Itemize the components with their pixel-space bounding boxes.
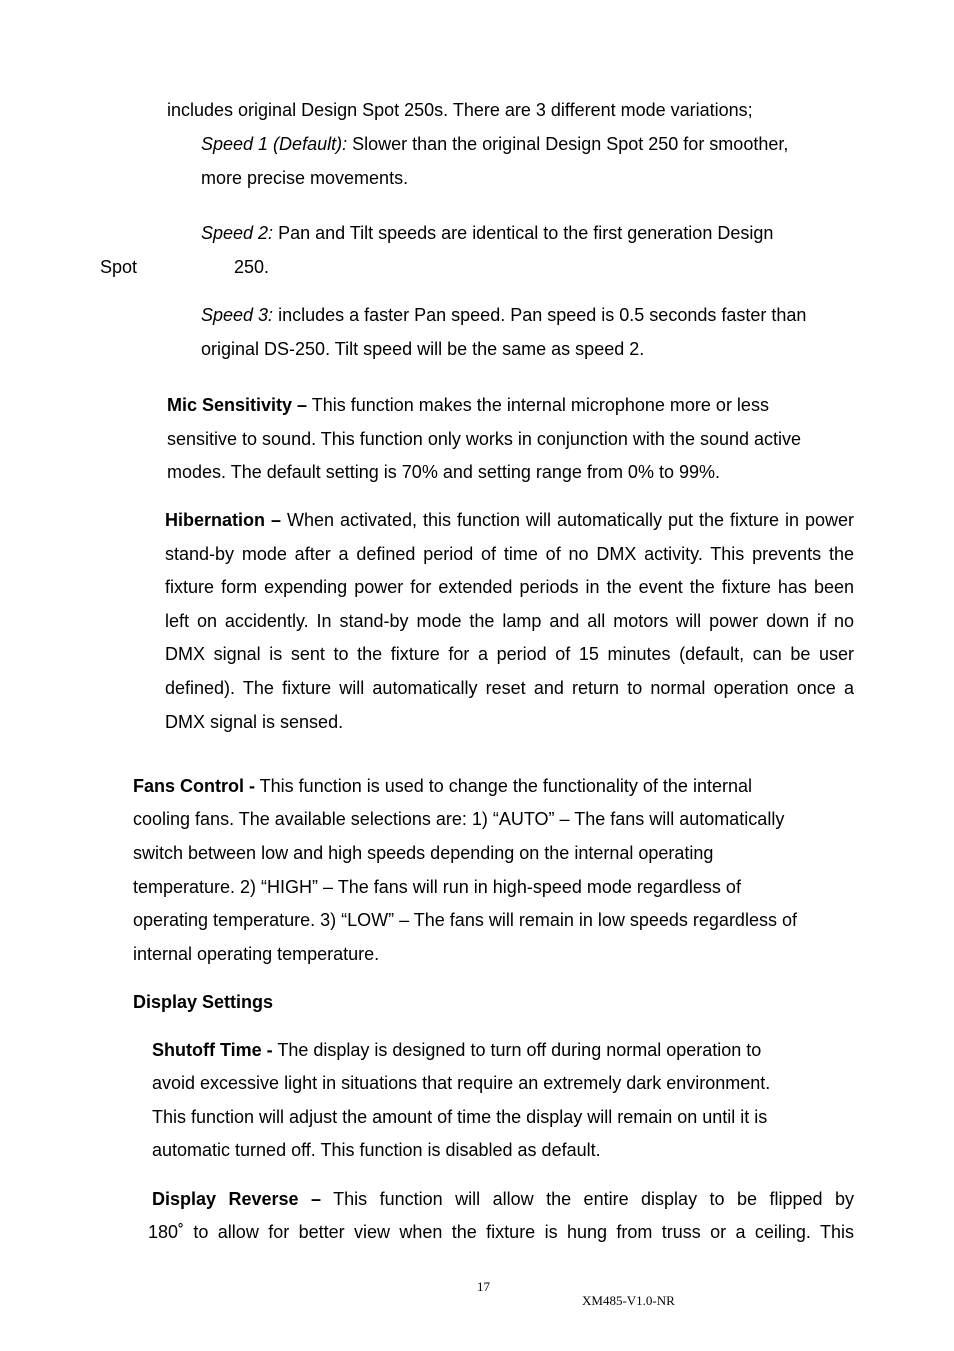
speed1-line-2: more precise movements. bbox=[201, 168, 409, 188]
intro-line: includes original Design Spot 250s. There are 3 different mode variations; bbox=[167, 100, 753, 120]
shutoff-text-1: The display is designed to turn off during normal operation to bbox=[272, 1040, 762, 1060]
fans-line-2: cooling fans. The available selections are: 1) “AUTO” – The fans will automatically bbox=[133, 809, 785, 829]
display-settings-heading: Display Settings bbox=[133, 992, 274, 1012]
speed2-text-1: Pan and Tilt speeds are identical to the first generation Design bbox=[273, 223, 774, 243]
speed1-label: Speed 1 (Default): bbox=[201, 134, 348, 154]
shutoff-line-3: This function will adjust the amount of time the display will remain on until it is bbox=[152, 1107, 768, 1127]
page-number: 17 bbox=[477, 1279, 490, 1294]
mic-line-1 bbox=[167, 394, 769, 416]
fans-line-3: switch between low and high speeds depending on the internal operating bbox=[133, 843, 714, 863]
shutoff-line-2: avoid excessive light in situations that require an extremely dark environment. bbox=[152, 1073, 771, 1093]
hibernation-paragraph bbox=[165, 504, 854, 739]
reverse-text-1: This function will allow the entire display to be flipped by bbox=[321, 1189, 854, 1209]
speed3-line-1 bbox=[201, 304, 806, 326]
reverse-line-2: 180˚ to allow for better view when the fixture is hung from truss or a ceiling. This bbox=[148, 1222, 854, 1242]
speed2-line-1 bbox=[201, 222, 773, 244]
hibernation-label: Hibernation – bbox=[165, 510, 281, 530]
mic-text-1: This function makes the internal microphone more or less bbox=[307, 395, 769, 415]
document-code: XM485-V1.0-NR bbox=[582, 1293, 675, 1308]
reverse-line-1 bbox=[152, 1188, 854, 1210]
shutoff-label: Shutoff Time - bbox=[152, 1040, 273, 1060]
mic-line-3: modes. The default setting is 70% and setting range from 0% to 99%. bbox=[167, 462, 720, 482]
fans-line-5: operating temperature. 3) “LOW” – The fans will remain in low speeds regardless of bbox=[133, 910, 797, 930]
shutoff-line-1 bbox=[152, 1039, 761, 1061]
mic-line-2: sensitive to sound. This function only works in conjunction with the sound active bbox=[167, 429, 802, 449]
speed1-line-1 bbox=[201, 133, 788, 155]
speed1-text-1: Slower than the original Design Spot 250 for smoother, bbox=[347, 134, 789, 154]
fans-line-6: internal operating temperature. bbox=[133, 944, 380, 964]
fans-line-1 bbox=[133, 775, 752, 797]
speed3-text-1: includes a faster Pan speed. Pan speed is 0.5 seconds faster than bbox=[273, 305, 807, 325]
speed3-label: Speed 3: bbox=[201, 305, 274, 325]
speed2-label: Speed 2: bbox=[201, 223, 274, 243]
fans-line-4: temperature. 2) “HIGH” – The fans will run in high-speed mode regardless of bbox=[133, 877, 741, 897]
speed3-line-2: original DS-250. Tilt speed will be the same as speed 2. bbox=[201, 339, 645, 359]
hibernation-text: When activated, this function will automatically put the fixture in power stand-by mode after a defined period of time of no DMX activity. This prevents the fixture form expending power for extended periods in the event the fixture has been left on accidently. In stand-by mode the lamp and all motors will power down if no DMX signal is sent to the fixture for a period of 15 minutes (default, can be user defined). The fixture will automatically reset and return to normal operation once a DMX signal is sensed. bbox=[165, 510, 854, 732]
reverse-label: Display Reverse – bbox=[152, 1189, 322, 1209]
shutoff-line-4: automatic turned off. This function is disabled as default. bbox=[152, 1140, 601, 1160]
fans-text-1: This function is used to change the functionality of the internal bbox=[255, 776, 752, 796]
speed2-spot: Spot bbox=[100, 257, 138, 277]
mic-label: Mic Sensitivity – bbox=[167, 395, 308, 415]
fans-label: Fans Control - bbox=[133, 776, 255, 796]
speed2-number: 250. bbox=[234, 257, 270, 277]
